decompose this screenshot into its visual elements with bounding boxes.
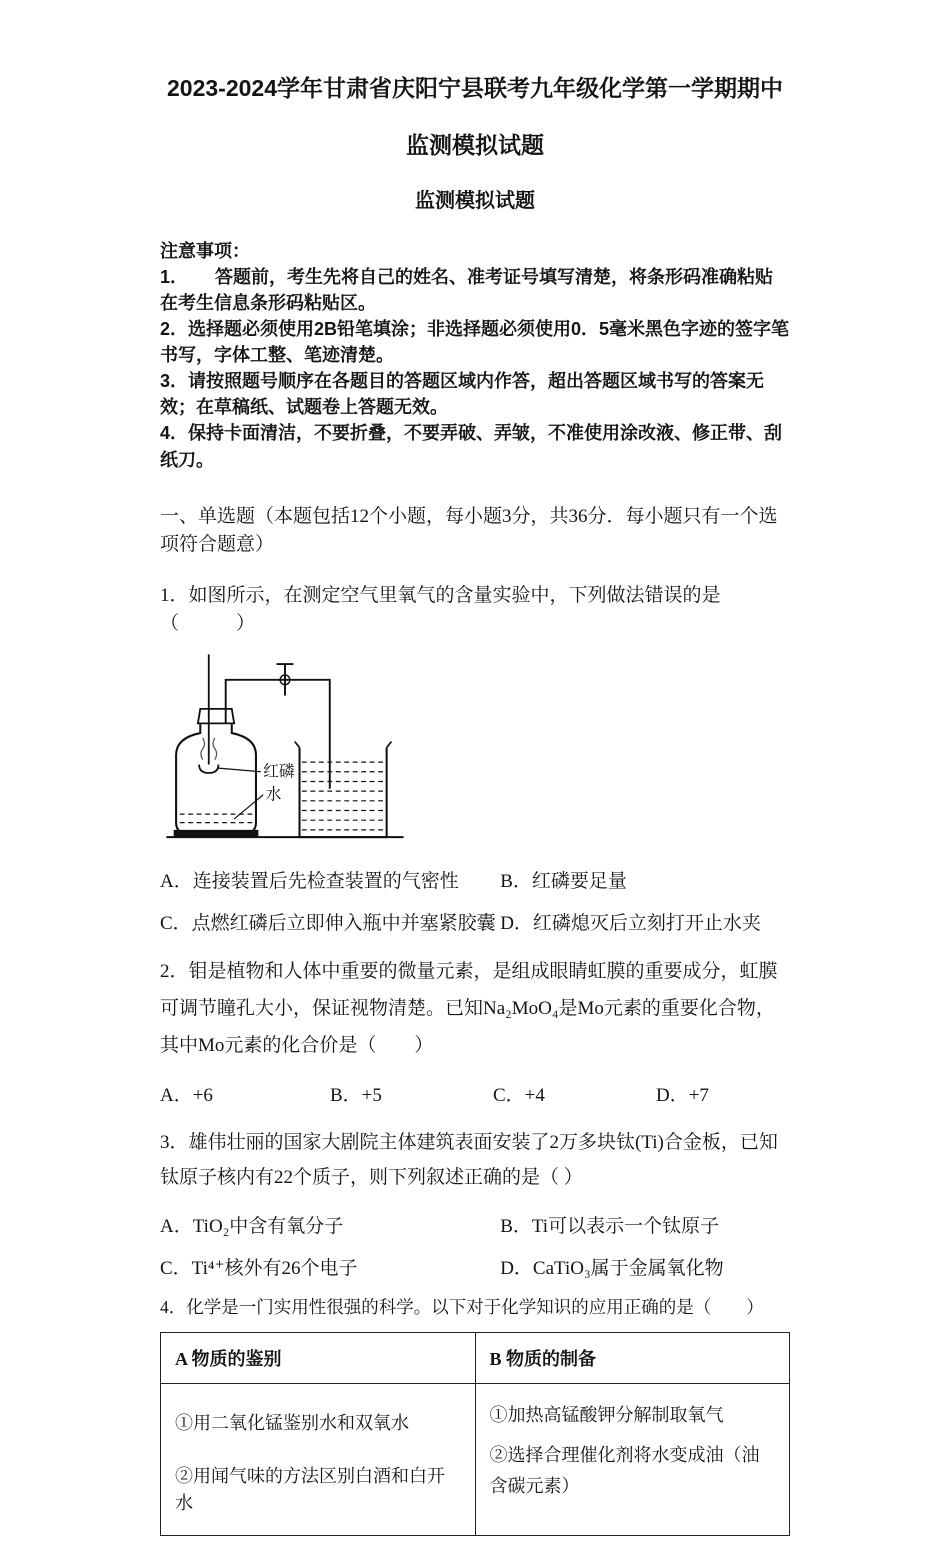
notice-item-2: 2．选择题必须使用2B铅笔填涂；非选择题必须使用0．5毫米黑色字迹的签字笔书写，字体工整、笔迹清楚。: [160, 319, 790, 366]
q4-application-table: [160, 1332, 790, 1536]
q2-option-a: A．+6: [160, 1084, 213, 1106]
notices-block: [160, 238, 790, 473]
notices-heading: 注意事项：: [160, 240, 250, 261]
question-2-stem: 2．钼是植物和人体中重要的微量元素，是组成眼睛虹膜的重要成分，虹膜可调节瞳孔大小，保证视物清楚。已知Na₂MoO₄是Mo元素的重要化合物，其中Mo元素的化合价是（ ）: [160, 960, 778, 1056]
gas-flask: [176, 721, 256, 834]
notice-item-1: 1． 答题前，考生先将自己的姓名、准考证号填写清楚，将条形码准确粘贴在考生信息条形码粘贴区。: [160, 266, 774, 313]
q1-apparatus-diagram: [164, 653, 790, 852]
q1-option-c: C．点燃红磷后立即伸入瓶中并塞紧胶囊: [160, 912, 496, 934]
q3-option-a: A．TiO₂中含有氧分子: [160, 1216, 344, 1238]
question-3-stem: 3．雄伟壮丽的国家大剧院主体建筑表面安装了2万多块钛(Ti)合金板，已知钛原子核内有22个质子，则下列叙述正确的是（ ）: [160, 1131, 778, 1188]
page-title-line2: 监测模拟试题: [406, 131, 544, 158]
table-cell-a: [161, 1384, 476, 1536]
beaker: [295, 741, 392, 837]
q1-option-d: D．红磷熄灭后立刻打开止水夹: [500, 912, 761, 934]
table-content-row: [161, 1384, 790, 1536]
q2-option-c: C．+4: [493, 1084, 545, 1106]
section-1-heading: 一、单选题（本题包括12个小题，每小题3分，共36分．每小题只有一个选项符合题意）: [160, 505, 778, 556]
rubber-stopper: [198, 708, 234, 723]
q1-option-a: A．连接装置后先检查装置的气密性: [160, 870, 459, 892]
oxygen-measurement-diagram: [164, 653, 406, 847]
cell-b-line-2: ②选择合理催化剂将水变成油（油含碳元素）: [489, 1444, 760, 1497]
water-label: 水: [265, 786, 282, 804]
table-header-a: A 物质的鉴别: [161, 1333, 476, 1384]
water-leader-line: [234, 794, 263, 818]
q3-option-c: C．Ti⁴⁺核外有26个电子: [160, 1258, 358, 1280]
cell-b-line-1: ①加热高锰酸钾分解制取氧气: [489, 1405, 724, 1426]
q2-option-d: D．+7: [656, 1084, 709, 1106]
table-header-b: B 物质的制备: [475, 1333, 790, 1384]
q3-option-b: B．Ti可以表示一个钛原子: [500, 1216, 720, 1238]
q2-option-b: B．+5: [330, 1084, 382, 1106]
table-cell-b: [475, 1384, 790, 1536]
question-4-stem: 4．化学是一门实用性很强的科学。以下对于化学知识的应用正确的是（ ）: [160, 1297, 764, 1318]
question-2-options: [160, 1080, 790, 1107]
question-1-stem: 1．如图所示，在测定空气里氧气的含量实验中，下列做法错误的是（ ）: [160, 584, 721, 635]
q1-option-b: B．红磷要足量: [500, 870, 627, 892]
q3-option-d: D．CaTiO₃属于金属氧化物: [500, 1258, 724, 1280]
table-header-row: [161, 1333, 790, 1384]
question-1-options: [160, 866, 790, 935]
page-subtitle: 监测模拟试题: [415, 189, 535, 212]
notice-item-3: 3．请按照题号顺序在各题目的答题区域内作答，超出答题区域书写的答案无效；在草稿纸、试题卷上答题无效。: [160, 371, 765, 418]
red-phosphorus-label: 红磷: [263, 763, 295, 781]
page-title-line1: 2023-2024学年甘肃省庆阳宁县联考九年级化学第一学期期中: [167, 75, 783, 101]
question-3-options: [160, 1211, 790, 1280]
cell-a-line-1: ①用二氧化锰鉴别水和双氧水: [175, 1413, 409, 1434]
cell-a-line-2: ②用闻气味的方法区别白酒和白开水: [175, 1466, 445, 1514]
red-phosphorus-leader-line: [218, 768, 260, 772]
notice-item-4: 4．保持卡面清洁，不要折叠，不要弄破、弄皱，不准使用涂改液、修正带、刮纸刀。: [160, 423, 783, 470]
